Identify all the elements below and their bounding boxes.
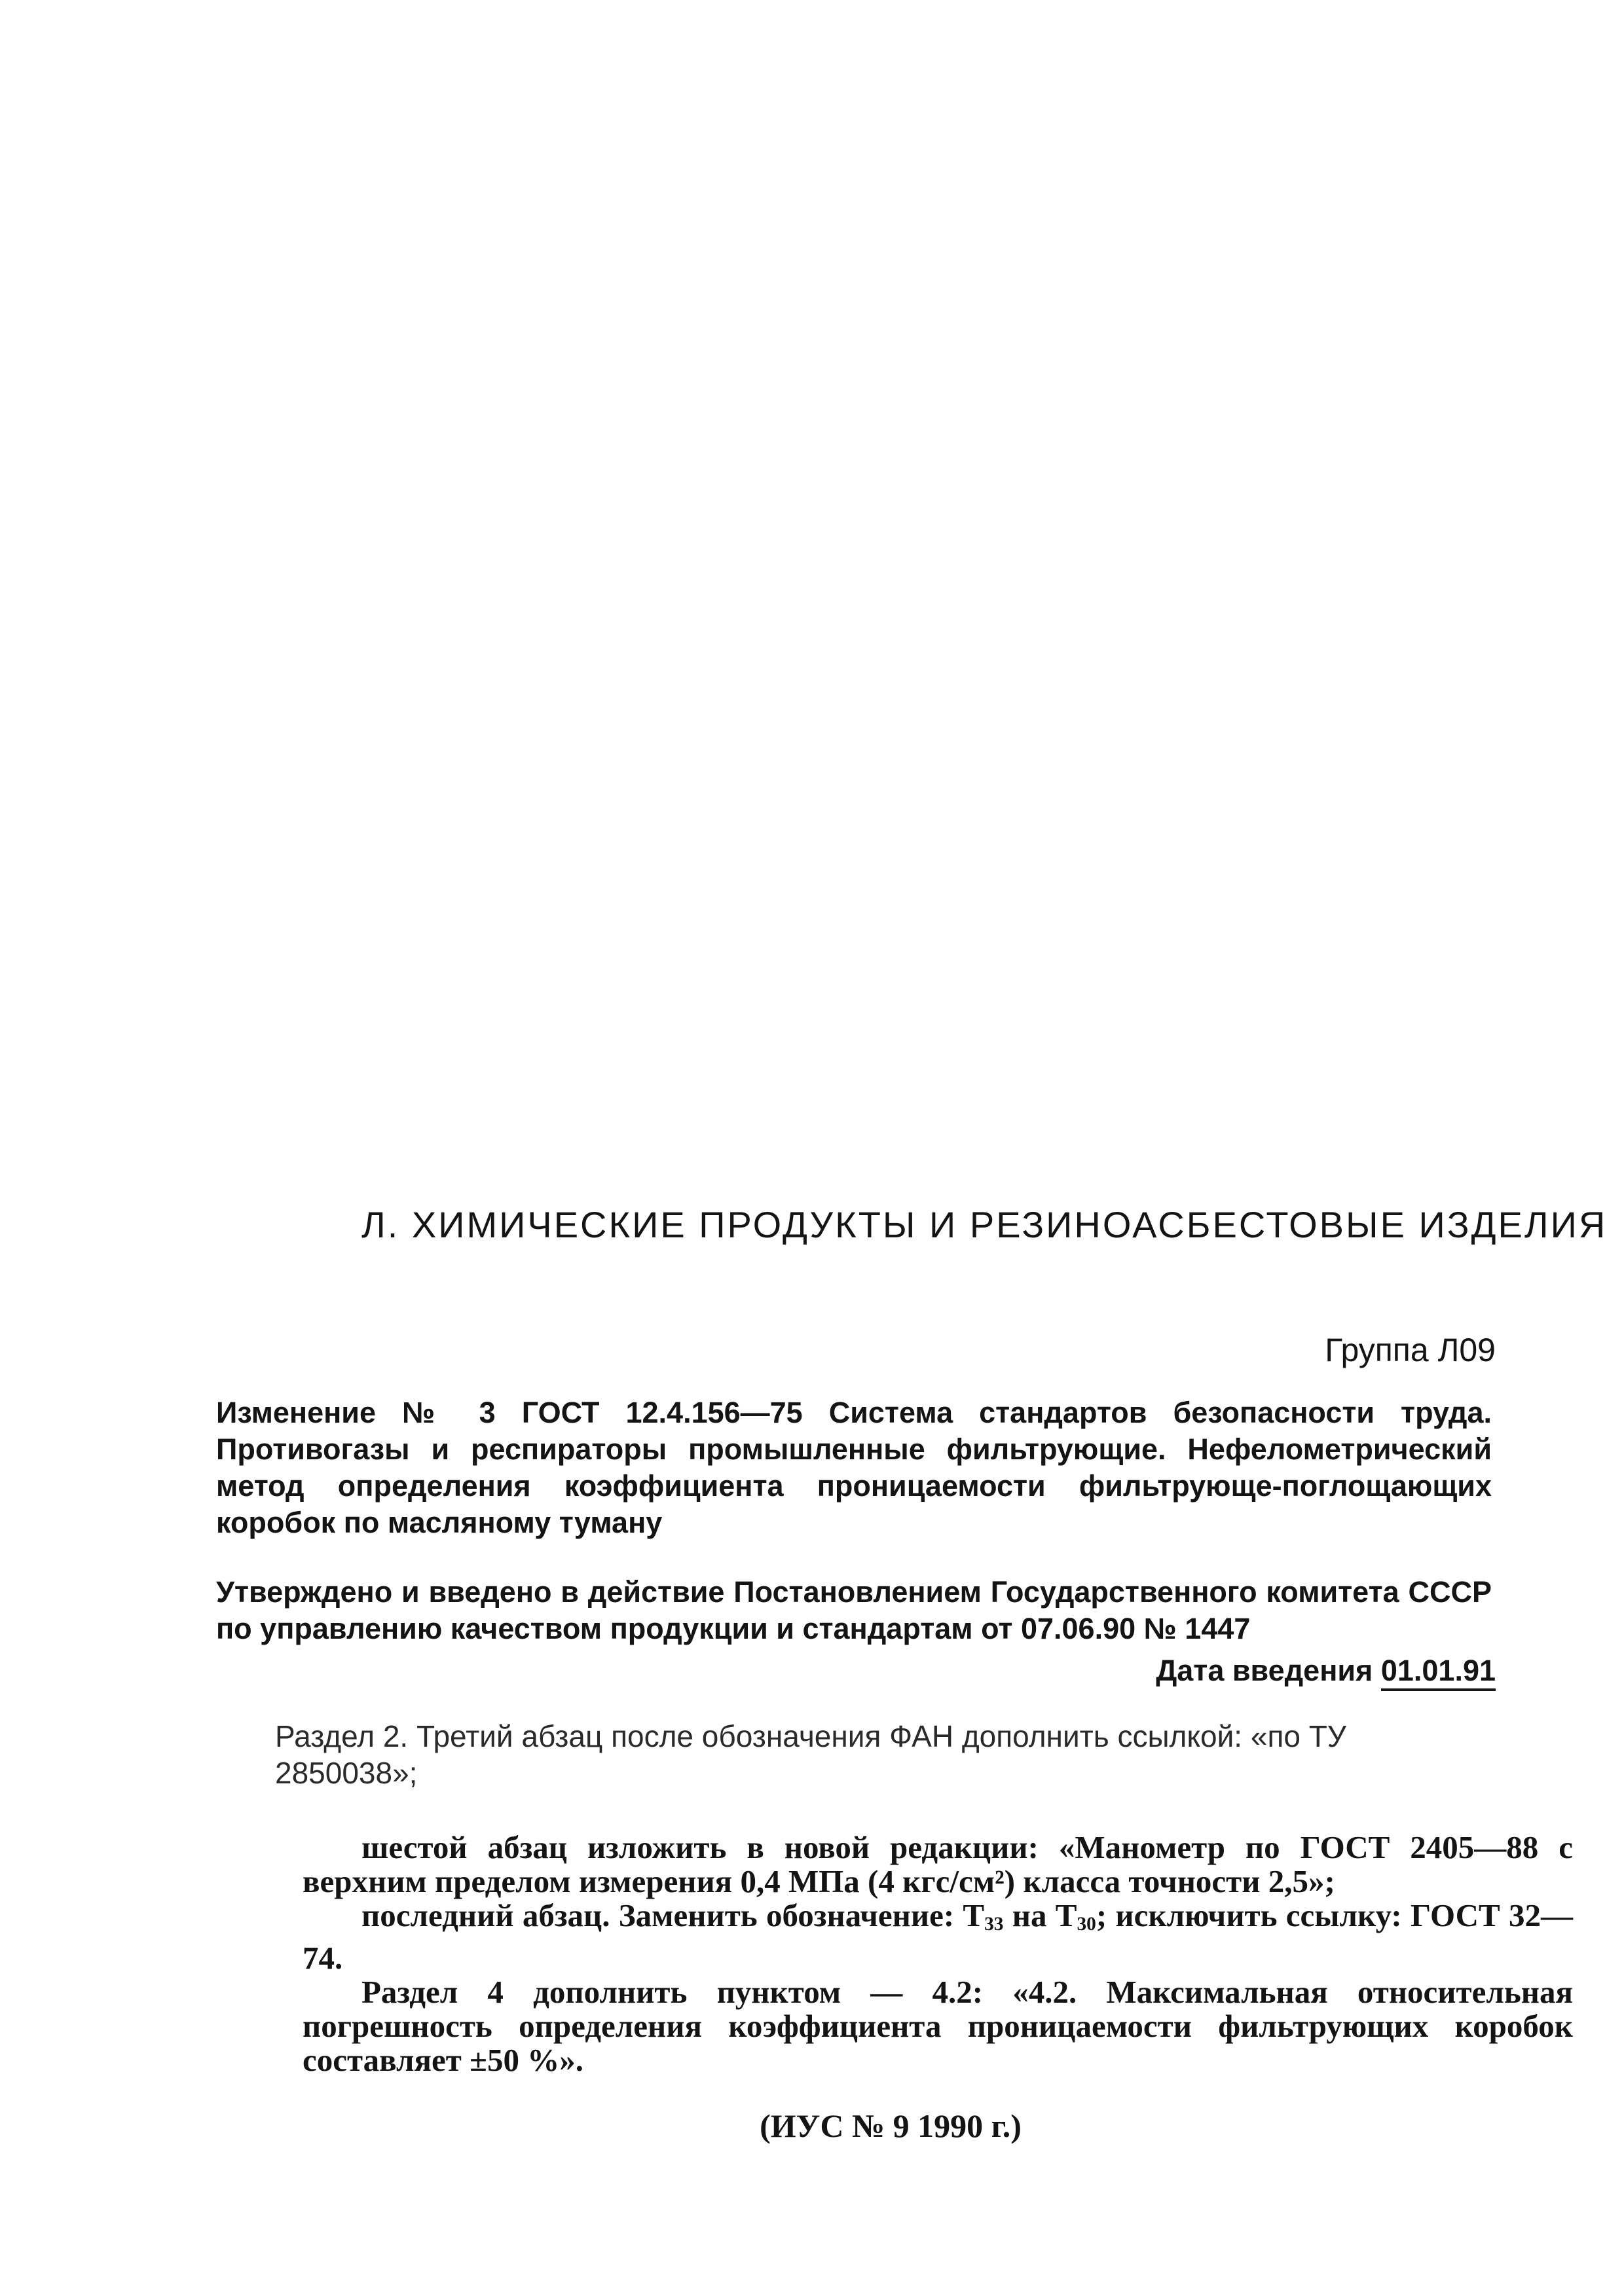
subscript-30: 30 bbox=[1077, 1914, 1096, 1935]
change-body bbox=[303, 1831, 1573, 2077]
paragraph-last-post: ; исключить ссылку: ГОСТ 32—74. bbox=[303, 1897, 1573, 1976]
intro-date-label: Дата введения bbox=[1156, 1654, 1373, 1687]
paragraph-last bbox=[303, 1899, 1573, 1975]
change-heading: Изменение № 3 ГОСТ 12.4.156—75 Система стандартов безопасности труда. Противогазы и респираторы промышленные фильтрующие. Нефелометрический метод определения коэффициента проницаемости фильтрующе-поглощающих коробок по масляному туману bbox=[216, 1396, 1492, 1539]
group-label: Группа Л09 bbox=[1325, 1332, 1496, 1368]
intro-date bbox=[1156, 1654, 1496, 1688]
section-2-paragraph bbox=[216, 1718, 1492, 1791]
paragraph-last-mid: на T bbox=[1003, 1897, 1077, 1933]
paragraph-sixth: шестой абзац изложить в новой редакции: «Манометр по ГОСТ 2405—88 с верхним пределом измерения 0,4 МПа (4 кгс/см²) класса точности 2,5»; bbox=[303, 1829, 1573, 1899]
section-2-text: Раздел 2. Третий абзац после обозначения ФАН дополнить ссылкой: «по ТУ 2850038»; bbox=[275, 1719, 1347, 1790]
source-reference: (ИУС № 9 1990 г.) bbox=[760, 2107, 1022, 2144]
paragraph-section-4: Раздел 4 дополнить пунктом — 4.2: «4.2. Максимальная относительная погрешность определения коэффициента проницаемости фильтрующих коробок составляет ±50 %». bbox=[303, 1974, 1573, 2078]
paragraph-last-pre: последний абзац. Заменить обозначение: T bbox=[361, 1897, 985, 1933]
approval-text: Утверждено и введено в действие Постановлением Государственного комитета СССР по управлению качеством продукции и стандартам от 07.06.90 № 1447 bbox=[216, 1575, 1492, 1645]
subscript-33: 33 bbox=[984, 1914, 1004, 1935]
section-title: Л. ХИМИЧЕСКИЕ ПРОДУКТЫ И РЕЗИНОАСБЕСТОВЫЕ ИЗДЕЛИЯ bbox=[361, 1204, 1608, 1245]
intro-date-value: 01.01.91 bbox=[1381, 1654, 1496, 1691]
